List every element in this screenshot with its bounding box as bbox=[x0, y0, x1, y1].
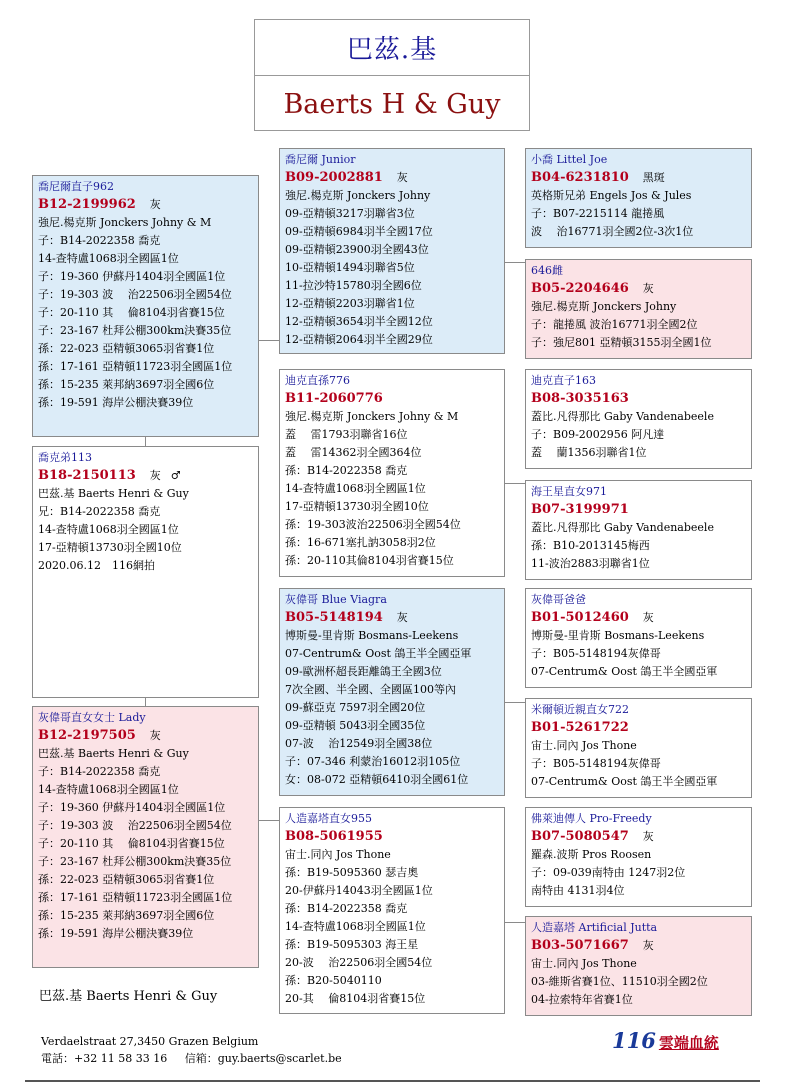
pedigree-card-granddam bbox=[279, 369, 505, 577]
record-line: 2020.06.12 116網拍 bbox=[38, 559, 155, 572]
pigeon-name: 海王星直女971 bbox=[531, 485, 607, 498]
record-line: 強尼.楊克斯 Jonckers Johny & M bbox=[285, 410, 459, 423]
record-line: 孫：22-023 亞精頓3065羽省賽1位 bbox=[38, 873, 215, 886]
record-line: 20-其 倫8104羽省賽15位 bbox=[285, 992, 426, 1005]
logo-text: 雲端血統 bbox=[658, 1034, 719, 1052]
male-icon: ♂ bbox=[170, 469, 181, 482]
record-line: 孫：17-161 亞精頓11723羽全國區1位 bbox=[38, 891, 233, 904]
record-line: 20-伊蘇丹14043羽全國區1位 bbox=[285, 884, 433, 897]
record-line: 子：B05-5148194灰偉哥 bbox=[531, 757, 661, 770]
pigeon-name: 646雌 bbox=[531, 264, 563, 277]
record-line: 子：20-110 其 倫8104羽省賽15位 bbox=[38, 306, 225, 319]
record-line: 孫：16-671塞扎訥3058羽2位 bbox=[285, 536, 436, 549]
record-line: 03-維斯省賽1位、11510羽全國2位 bbox=[531, 975, 708, 988]
pigeon-name: 灰偉哥爸爸 bbox=[531, 593, 586, 606]
pigeon-name: 人造嘉塔直女955 bbox=[285, 812, 372, 825]
record-line: 11-拉沙特15780羽全國6位 bbox=[285, 279, 422, 292]
record-line: 波 治16771羽全國2位-3次1位 bbox=[531, 225, 694, 238]
record-line: 09-亞精頓3217羽聯省3位 bbox=[285, 207, 415, 220]
record-line: 孫：B20-5040110 bbox=[285, 974, 382, 987]
record-line: 子：19-303 波 治22506羽全國54位 bbox=[38, 819, 232, 832]
record-line: 12-亞精頓3654羽半全國12位 bbox=[285, 315, 433, 328]
record-line: 09-亞精頓 5043羽全國35位 bbox=[285, 719, 426, 732]
record-line: 子：19-303 波 治22506羽全國54位 bbox=[38, 288, 232, 301]
record-line: 10-亞精頓1494羽聯省5位 bbox=[285, 261, 415, 274]
ring-number: B12-2199962 灰 bbox=[38, 197, 161, 212]
record-line: 14-查特盧1068羽全國區1位 bbox=[38, 783, 179, 796]
record-line: 04-拉索特年省賽1位 bbox=[531, 993, 633, 1006]
record-line: 子：B14-2022358 喬克 bbox=[38, 234, 161, 247]
ring-number: B07-3199971 bbox=[531, 502, 629, 517]
record-line: 子：B14-2022358 喬克 bbox=[38, 765, 161, 778]
title-block bbox=[254, 19, 530, 131]
pigeon-name: 迪克直孫776 bbox=[285, 374, 350, 387]
record-line: 子：19-360 伊蘇丹1404羽全國區1位 bbox=[38, 801, 226, 814]
record-line: 11-波治2883羽聯省1位 bbox=[531, 557, 650, 570]
record-line: 兄：B14-2022358 喬克 bbox=[38, 505, 161, 518]
record-line: 蓋 蘭1356羽聯省1位 bbox=[531, 446, 647, 459]
record-line: 孫：19-591 海岸公棚決賽39位 bbox=[38, 927, 194, 940]
pedigree-card-sire bbox=[32, 175, 259, 437]
record-line: 子：B05-5148194灰偉哥 bbox=[531, 647, 661, 660]
record-line: 強尼.楊克斯 Jonckers Johny bbox=[285, 189, 431, 202]
record-line: 蓋 雷14362羽全國364位 bbox=[285, 446, 422, 459]
pedigree-card-grandsire-dam-side bbox=[279, 588, 505, 796]
color-label: 灰 bbox=[149, 198, 161, 211]
record-line: 宙士.同內 Jos Thone bbox=[285, 848, 391, 861]
record-line: 07-波 治12549羽全國38位 bbox=[285, 737, 433, 750]
pigeon-name: 灰偉哥直女女士 Lady bbox=[38, 711, 146, 724]
record-line: 07-Centrum& Oost 鴿王半全國亞軍 bbox=[531, 665, 718, 678]
record-line: 子：19-360 伊蘇丹1404羽全國區1位 bbox=[38, 270, 226, 283]
record-line: 12-亞精頓2203羽聯省1位 bbox=[285, 297, 415, 310]
ring-number: B11-2060776 bbox=[285, 391, 383, 406]
record-line: 7次全國、半全國、全國區100等內 bbox=[285, 683, 456, 696]
record-line: 17-亞精頓13730羽全國10位 bbox=[285, 500, 429, 513]
record-line: 子：09-039南特由 1247羽2位 bbox=[531, 866, 686, 879]
record-line: 孫：B19-5095303 海王星 bbox=[285, 938, 419, 951]
ring-number: B12-2197505 灰 bbox=[38, 728, 161, 743]
pedigree-card-gg-4 bbox=[525, 480, 752, 580]
ring-number: B07-5080547 灰 bbox=[531, 829, 654, 844]
record-line: 強尼.楊克斯 Jonckers Johny & M bbox=[38, 216, 212, 229]
record-line: 12-亞精頓2064羽半全國29位 bbox=[285, 333, 433, 346]
pedigree-card-gg-2 bbox=[525, 259, 752, 359]
record-line: 14-查特盧1068羽全國區1位 bbox=[285, 920, 426, 933]
record-line: 14-查特盧1068羽全國區1位 bbox=[38, 523, 179, 536]
ring-number: B18-2150113 灰 ♂ bbox=[38, 468, 181, 483]
ring-number: B05-2204646 灰 bbox=[531, 281, 654, 296]
record-line: 09-歐洲杯超長距離鴿王全國3位 bbox=[285, 665, 442, 678]
pedigree-card-grandsire bbox=[279, 148, 505, 354]
record-line: 蓋比.凡得那比 Gaby Vandenabeele bbox=[531, 521, 714, 534]
record-line: 女：08-072 亞精頓6410羽全國61位 bbox=[285, 773, 469, 786]
connector-line bbox=[505, 922, 525, 923]
record-line: 子：07-346 利蒙治16012羽105位 bbox=[285, 755, 461, 768]
record-line: 子：B07-2215114 龍捲風 bbox=[531, 207, 665, 220]
record-line: 強尼.楊克斯 Jonckers Johny bbox=[531, 300, 677, 313]
ring-number: B08-3035163 bbox=[531, 391, 629, 406]
site-logo bbox=[612, 1028, 719, 1053]
breeder-name-en: Baerts H & Guy bbox=[283, 88, 501, 120]
color-label: 灰 bbox=[396, 171, 408, 184]
pigeon-name: 喬尼爾 Junior bbox=[285, 153, 356, 166]
pedigree-card-gg-7 bbox=[525, 807, 752, 907]
record-line: 子：20-110 其 倫8104羽省賽15位 bbox=[38, 837, 225, 850]
color-label: 黑斑 bbox=[642, 171, 665, 184]
color-label: 灰 bbox=[642, 830, 654, 843]
color-label: 灰 bbox=[642, 611, 654, 624]
record-line: 羅森.波斯 Pros Roosen bbox=[531, 848, 652, 861]
record-line: 孫：B19-5095360 瑟吉奧 bbox=[285, 866, 419, 879]
ring-number: B09-2002881 灰 bbox=[285, 170, 408, 185]
record-line: 宙士.同內 Jos Thone bbox=[531, 739, 637, 752]
pedigree-card-gg-3 bbox=[525, 369, 752, 469]
color-label: 灰 bbox=[396, 611, 408, 624]
record-line: 宙士.同內 Jos Thone bbox=[531, 957, 637, 970]
connector-line bbox=[505, 483, 525, 484]
pigeon-name: 小喬 Littel Joe bbox=[531, 153, 608, 166]
pigeon-name: 喬尼爾直子962 bbox=[38, 180, 114, 193]
connector-line bbox=[505, 262, 525, 263]
record-line: 09-亞精頓6984羽半全國17位 bbox=[285, 225, 433, 238]
contact-block bbox=[41, 1033, 342, 1067]
pedigree-card-dam bbox=[32, 706, 259, 968]
connector-line bbox=[259, 340, 279, 341]
pedigree-card-granddam-dam-side bbox=[279, 807, 505, 1014]
record-line: 孫：22-023 亞精頓3065羽省賽1位 bbox=[38, 342, 215, 355]
ring-number: B01-5261722 bbox=[531, 720, 629, 735]
record-line: 07-Centrum& Oost 鴿王半全國亞軍 bbox=[285, 647, 472, 660]
ring-number: B01-5012460 灰 bbox=[531, 610, 654, 625]
record-line: 巴茲.基 Baerts Henri & Guy bbox=[38, 487, 189, 500]
record-line: 09-蘇亞克 7597羽全國20位 bbox=[285, 701, 426, 714]
record-line: 14-查特盧1068羽全國區1位 bbox=[285, 482, 426, 495]
pedigree-card-subject bbox=[32, 446, 259, 698]
phone-label: 電話： bbox=[41, 1052, 74, 1065]
logo-number: 116 bbox=[612, 1028, 656, 1053]
pedigree-card-gg-1 bbox=[525, 148, 752, 248]
phone-email-line bbox=[41, 1050, 342, 1067]
connector-line bbox=[145, 437, 146, 446]
owner-name: 巴茲.基 Baerts Henri & Guy bbox=[39, 989, 218, 1004]
connector-line bbox=[259, 820, 279, 821]
breeder-name-cn: 巴茲.基 bbox=[255, 20, 529, 76]
color-label: 灰 bbox=[149, 729, 161, 742]
email-label: 信箱： bbox=[184, 1052, 218, 1065]
record-line: 孫：15-235 萊邦納3697羽全國6位 bbox=[38, 378, 215, 391]
record-line: 博斯曼-里肯斯 Bosmans-Leekens bbox=[531, 629, 705, 642]
record-line: 子：23-167 杜拜公棚300km決賽35位 bbox=[38, 324, 232, 337]
pigeon-name: 佛萊迪傳人 Pro-Freedy bbox=[531, 812, 652, 825]
ring-number: B03-5071667 灰 bbox=[531, 938, 654, 953]
ring-number: B05-5148194 灰 bbox=[285, 610, 408, 625]
record-line: 孫：17-161 亞精頓11723羽全國區1位 bbox=[38, 360, 233, 373]
record-line: 蓋 雷1793羽聯省16位 bbox=[285, 428, 408, 441]
record-line: 子：B09-2002956 阿凡達 bbox=[531, 428, 665, 441]
record-line: 子：龍捲風 波治16771羽全國2位 bbox=[531, 318, 698, 331]
connector-line bbox=[505, 702, 525, 703]
pigeon-name: 迪克直子163 bbox=[531, 374, 596, 387]
record-line: 17-亞精頓13730羽全國10位 bbox=[38, 541, 182, 554]
record-line: 子：23-167 杜拜公棚300km決賽35位 bbox=[38, 855, 232, 868]
pigeon-name: 喬克弟113 bbox=[38, 451, 92, 464]
address: Verdaelstraat 27,3450 Grazen Belgium bbox=[41, 1035, 259, 1048]
pedigree-card-gg-8 bbox=[525, 916, 752, 1016]
record-line: 14-查特盧1068羽全國區1位 bbox=[38, 252, 179, 265]
record-line: 20-波 治22506羽全國54位 bbox=[285, 956, 433, 969]
pedigree-card-gg-5 bbox=[525, 588, 752, 688]
bottom-divider bbox=[25, 1080, 760, 1082]
color-label: 灰 bbox=[149, 469, 161, 482]
phone-number: +32 11 58 33 16 bbox=[74, 1052, 168, 1065]
color-label: 灰 bbox=[642, 939, 654, 952]
connector-line bbox=[145, 698, 146, 706]
record-line: 孫：20-110其倫8104羽省賽15位 bbox=[285, 554, 454, 567]
record-line: 孫：19-591 海岸公棚決賽39位 bbox=[38, 396, 194, 409]
record-line: 孫：B14-2022358 喬克 bbox=[285, 464, 408, 477]
record-line: 巴茲.基 Baerts Henri & Guy bbox=[38, 747, 189, 760]
pigeon-name: 米爾頓近親直女722 bbox=[531, 703, 629, 716]
record-line: 孫：15-235 萊邦納3697羽全國6位 bbox=[38, 909, 215, 922]
record-line: 博斯曼-里肯斯 Bosmans-Leekens bbox=[285, 629, 459, 642]
record-line: 07-Centrum& Oost 鴿王半全國亞軍 bbox=[531, 775, 718, 788]
ring-number: B04-6231810 黑斑 bbox=[531, 170, 665, 185]
record-line: 蓋比.凡得那比 Gaby Vandenabeele bbox=[531, 410, 714, 423]
email-address: guy.baerts@scarlet.be bbox=[217, 1052, 342, 1065]
pedigree-card-gg-6 bbox=[525, 698, 752, 798]
record-line: 孫：B10-2013145梅西 bbox=[531, 539, 650, 552]
record-line: 孫：B14-2022358 喬克 bbox=[285, 902, 408, 915]
color-label: 灰 bbox=[642, 282, 654, 295]
ring-number: B08-5061955 bbox=[285, 829, 383, 844]
pigeon-name: 人造嘉塔 Artificial Jutta bbox=[531, 921, 658, 934]
pigeon-name: 灰偉哥 Blue Viagra bbox=[285, 593, 387, 606]
record-line: 子：強尼801 亞精頓3155羽全國1位 bbox=[531, 336, 712, 349]
record-line: 孫：19-303波治22506羽全國54位 bbox=[285, 518, 461, 531]
record-line: 南特由 4131羽4位 bbox=[531, 884, 625, 897]
record-line: 英格斯兄弟 Engels Jos & Jules bbox=[531, 189, 692, 202]
record-line: 09-亞精頓23900羽全國43位 bbox=[285, 243, 429, 256]
